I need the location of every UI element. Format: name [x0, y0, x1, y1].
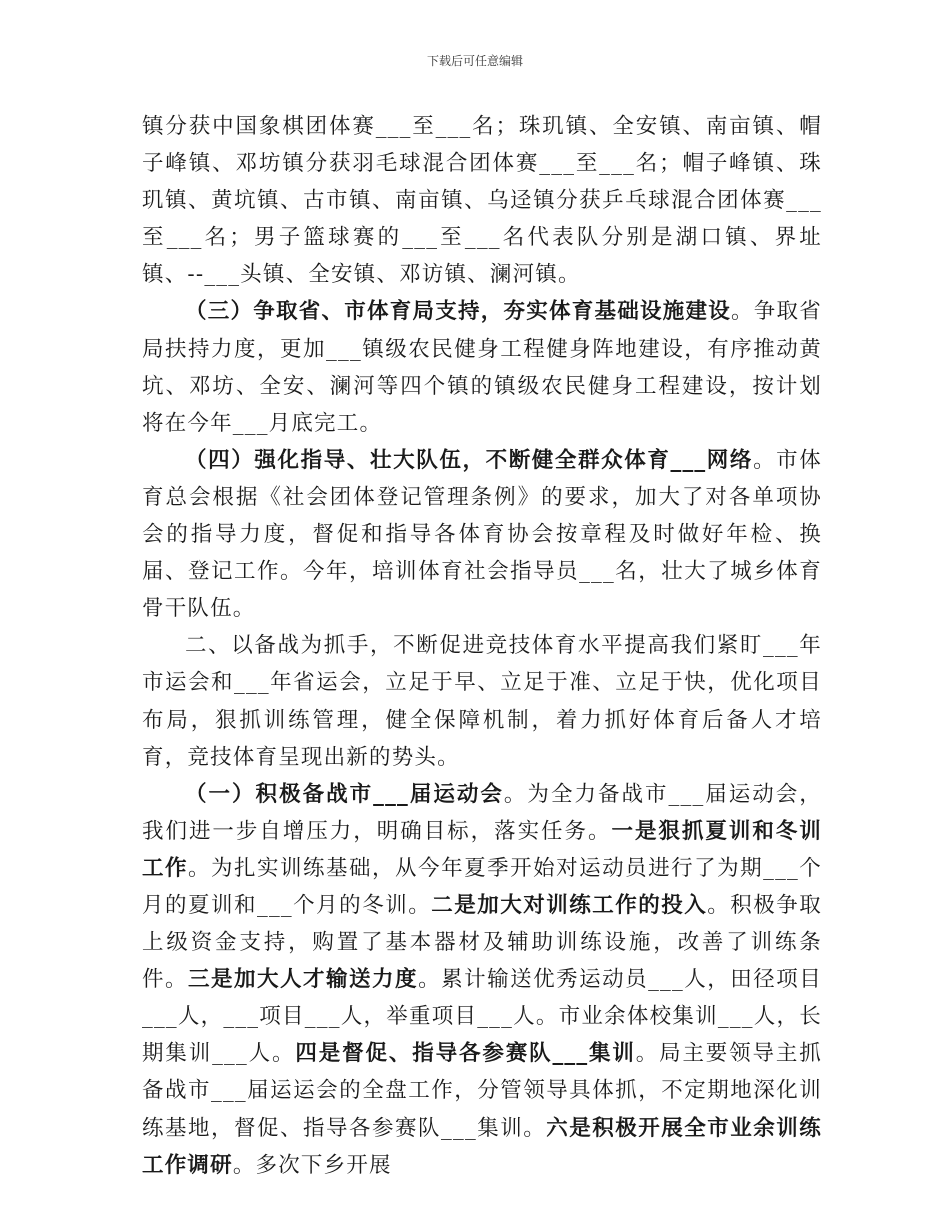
text-run: 。争取省局扶持力度，更加___镇级农民健身工程健身阵地建设，有序推动黄坑、邓坊、全安、澜河等四个镇的镇级农民健身工程建设，按计划将在今年___月底完工。	[142, 299, 822, 436]
paragraph-3	[142, 442, 822, 627]
paragraph-1	[142, 108, 822, 293]
paragraph-2	[142, 293, 822, 441]
text-run: 。累计输送优秀运动员___人，田径项目___人，___项目___人，举重项目___人。市业余体校集训___人，长期集训___人。	[142, 967, 822, 1067]
document-body	[142, 108, 822, 1184]
bold-point-run: 三是加大人才输送力度	[188, 967, 419, 993]
text-run: 。市体育总会根据《社会团体登记管理条例》的要求，加大了对各单项协会的指导力度，督促和指导各体育协会按章程及时做好年检、换届、登记工作。今年，培训体育社会指导员___名，壮大了城乡体育骨干队伍。	[142, 447, 823, 622]
paragraph-4	[142, 627, 822, 775]
text-run: 。多次下乡开展	[232, 1152, 392, 1178]
bold-point-run: 四是督促、指导各参赛队___集训	[295, 1041, 636, 1067]
text-run: 二、以备战为抓手，不断促进竞技体育水平提高我们紧盯___年市运会和___年省运会，立足于早、立足于准、立足于快，优化项目布局，狠抓训练管理，健全保障机制，着力抓好体育后备人才培育，竞技体育呈现出新的势头。	[142, 633, 822, 770]
page-header-note: 下载后可任意编辑	[426, 54, 523, 68]
bold-point-run: 二是加大对训练工作的投入	[431, 892, 708, 918]
bold-point-run: 一是狠抓夏训和冬训工作	[142, 818, 822, 881]
text-run: 。局主要领导主抓备战市___届运运会的全盘工作，分管领导具体抓，不定期地深化训练基地，督促、指导各参赛队___集训。	[142, 1041, 822, 1141]
text-run: 。为扎实训练基础，从今年夏季开始对运动员进行了为期___个月的夏训和___个月的冬训。	[142, 855, 822, 918]
text-run: 镇分获中国象棋团体赛___至___名；珠玑镇、全安镇、南亩镇、帽子峰镇、邓坊镇分获羽毛球混合团体赛___至___名；帽子峰镇、珠玑镇、黄坑镇、古市镇、南亩镇、乌迳镇分获乒乓球混合团体赛___至___名；男子篮球赛的___至___名代表队分别是湖口镇、界址镇、--___头镇、全安镇、邓访镇、澜河镇。	[142, 114, 822, 288]
bold-point-run: 六是积极开展全市业余训练工作调研	[142, 1115, 822, 1178]
bold-heading-run: （一）积极备战市___届运动会	[185, 781, 504, 807]
text-run: 。积极争取上级资金支持，购置了基本器材及辅助训练设施，改善了训练条件。	[142, 892, 822, 993]
text-run: 。为全力备战市___届运动会，我们进一步自增压力，明确目标，落实任务。	[142, 781, 822, 844]
paragraph-5	[142, 776, 822, 1184]
bold-heading-run: （三）争取省、市体育局支持，夯实体育基础设施建设	[185, 299, 732, 325]
bold-heading-run: （四）强化指导、壮大队伍，不断健全群众体育___网络	[185, 447, 754, 473]
